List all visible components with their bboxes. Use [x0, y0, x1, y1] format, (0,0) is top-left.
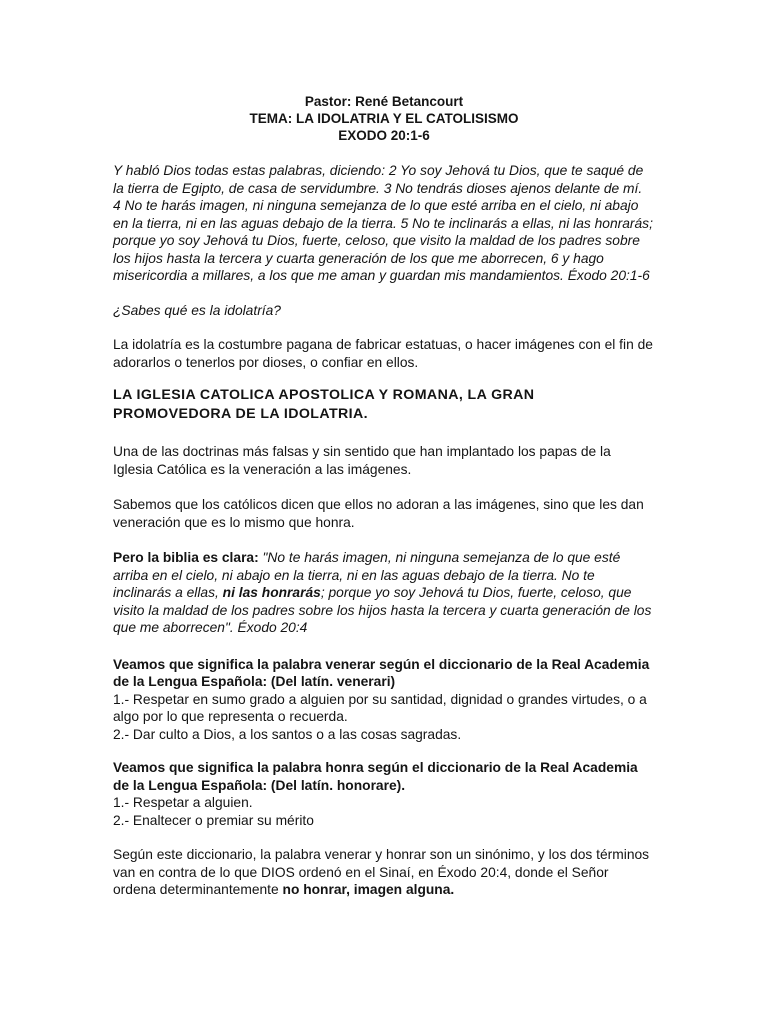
question-paragraph: ¿Sabes qué es la idolatría?: [113, 302, 281, 318]
venerar-item-2: 2.- Dar culto a Dios, a los santos o a las cosas sagradas.: [113, 726, 462, 742]
honra-heading: Veamos que significa la palabra honra según el diccionario de la Real Academia de la Lengua Española: (Del latín. honorare).: [113, 760, 638, 793]
scripture-verse: Y habló Dios todas estas palabras, diciendo: 2 Yo soy Jehová tu Dios, que te saqué de la tierra de Egipto, de casa de servidumbre. 3 No tendrás dioses ajenos delante de mí. 4 No te harás imagen, ni ninguna semejanza de lo que esté arriba en el cielo, ni abajo en la tierra, ni en las aguas debajo de la tierra. 5 No te inclinarás a ellas, ni las honrarás; porque yo soy Jehová tu Dios, fuerte, celoso, que visito la maldad de los padres sobre los hijos hasta la tercera y cuarta generación de los que me aborrecen, 6 y hago misericordia a millares, a los que me aman y guardan mis mandamientos. Éxodo 20:1-6: [113, 163, 653, 283]
bible-quote-bold: ni las honrarás: [222, 585, 321, 600]
conclusion-paragraph: [113, 846, 653, 899]
honra-item-1: 1.- Respetar a alguien.: [113, 795, 253, 810]
document-header: [0, 93, 768, 144]
conclusion-bold: no honrar, imagen alguna.: [282, 882, 455, 897]
venerar-heading: Veamos que significa la palabra venerar según el diccionario de la Real Academia de la Lengua Española: (Del latín. venerari): [113, 656, 650, 689]
bible-quote-b: ; porque yo soy Jehová tu Dios, fuerte, celoso, que visito la maldad de los padres sobre los hijos hasta la tercera y cuarta generación de los que me aborrecen". Éxodo 20:4: [113, 585, 652, 635]
definition-paragraph: La idolatría es la costumbre pagana de fabricar estatuas, o hacer imágenes con el fin de adorarlos o tenerlos por dioses, o confiar en ellos.: [113, 337, 653, 370]
bible-label: Pero la biblia es clara:: [113, 550, 259, 565]
section-heading: LA IGLESIA CATOLICA APOSTOLICA Y ROMANA, LA GRAN PROMOVEDORA DE LA IDOLATRIA.: [113, 387, 535, 422]
doctrine-paragraph: Una de las doctrinas más falsas y sin sentido que han implantado los papas de la Iglesia Católica es la veneración a las imágenes.: [113, 444, 611, 477]
pastor-line: Pastor: René Betancourt: [304, 94, 464, 109]
document-body: [113, 162, 653, 899]
honra-item-2: 2.- Enaltecer o premiar su mérito: [113, 812, 314, 828]
veneration-paragraph: Sabemos que los católicos dicen que ellos no adoran a las imágenes, sino que les dan veneración que es lo mismo que honra.: [113, 497, 644, 530]
conclusion-text: Según este diccionario, la palabra venerar y honrar son un sinónimo, y los dos términos van en contra de lo que DIOS ordenó en el Sinaí, en Éxodo 20:4, donde el Señor ordena determinantemente: [113, 847, 650, 897]
bible-quote-a: "No te harás imagen, ni ninguna semejanza de lo que esté arriba en el cielo, ni abajo en la tierra, ni en las aguas debajo de la tierra. No te inclinarás a ellas,: [113, 550, 621, 600]
venerar-item-1: 1.- Respetar en sumo grado a alguien por su santidad, dignidad o grandes virtudes, o a algo por lo que representa o recuerda.: [113, 691, 647, 724]
bible-quote-paragraph: [113, 549, 653, 637]
topic-line: TEMA: LA IDOLATRIA Y EL CATOLISISMO: [249, 111, 519, 126]
reference-line: EXODO 20:1-6: [338, 128, 430, 143]
